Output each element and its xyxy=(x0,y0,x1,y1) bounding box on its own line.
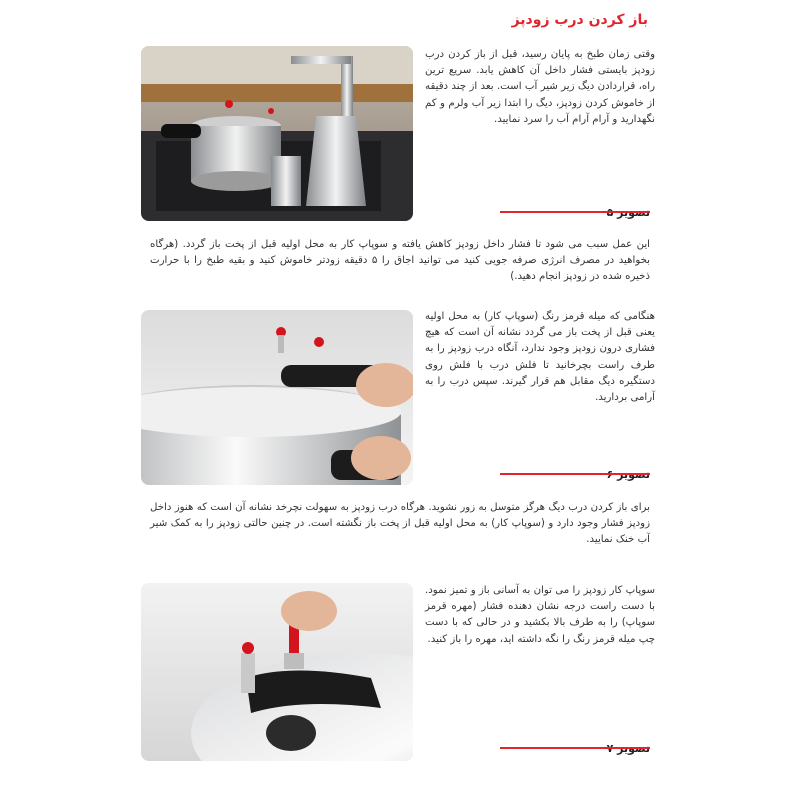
page-title: باز کردن درب زودپز xyxy=(511,12,648,28)
caption-7-rule xyxy=(500,747,650,749)
section-3-text: سوپاپ کار زودپز را می توان به آسانی باز و تمیز نمود. با دست راست درجه نشان دهنده فشار (مهره قرمز سوپاپ) را به طرف بالا بکشید و در حالی که با دست چپ میله قرمز رنگ را نگه داشته اید، مهره را باز کنید. xyxy=(425,585,655,645)
photo-pot-under-faucet xyxy=(141,46,413,221)
note-1: این عمل سبب می شود تا فشار داخل زودپز کاهش یافته و سوپاپ کار به محل اولیه قبل از پخت باز گردد. (هرگاه بخواهید در مصرف انرژی صرفه جویی کنید می توانید اجاق را ۵ دقیقه زودتر خاموش کنید و بقیه طبخ را با حرارت ذخیره شده در زودپز انجام دهید.) xyxy=(150,239,650,283)
section-2-text: هنگامی که میله قرمز رنگ (سوپاپ کار) به محل اولیه یعنی قبل از پخت باز می گردد نشانه آن است که هیچ فشاری درون زودپز وجود ندارد، آنگاه درب زودپز را به طرف راست بچرخانید تا فلش درب با فلش روی دستگیره دیگ مقابل هم قرار گیرند. سپس درب را به آرامی بردارید. xyxy=(425,311,655,404)
photo-opening-lid xyxy=(141,310,413,485)
photo-cleaning-valve xyxy=(141,583,413,761)
caption-5-rule xyxy=(500,211,650,213)
caption-6-rule xyxy=(500,473,650,475)
note-2: برای باز کردن درب دیگ هرگز متوسل به زور نشوید. هرگاه درب زودپز به سهولت نچرخد نشانه آن است که هنوز داخل زودپز فشار وجود دارد و (سوپاپ کار) به محل اولیه قبل از پخت باز نگشته است. در چنین حالتی زودپز را به کمک شیر آب خنک نمایید. xyxy=(150,502,650,546)
section-1-text: وقتی زمان طبخ به پایان رسید، قبل از باز کردن درب زودپز بایستی فشار داخل آن کاهش یابد. سریع ترین راه، قراردادن دیگ زیر شیر آب است. بعد از چند دقیقه از خاموش کردن زودپز، دیگ را ابتدا زیر آب ولرم و کم نگهدارید و آرام آرام آب را سرد نمایید. xyxy=(425,49,655,125)
